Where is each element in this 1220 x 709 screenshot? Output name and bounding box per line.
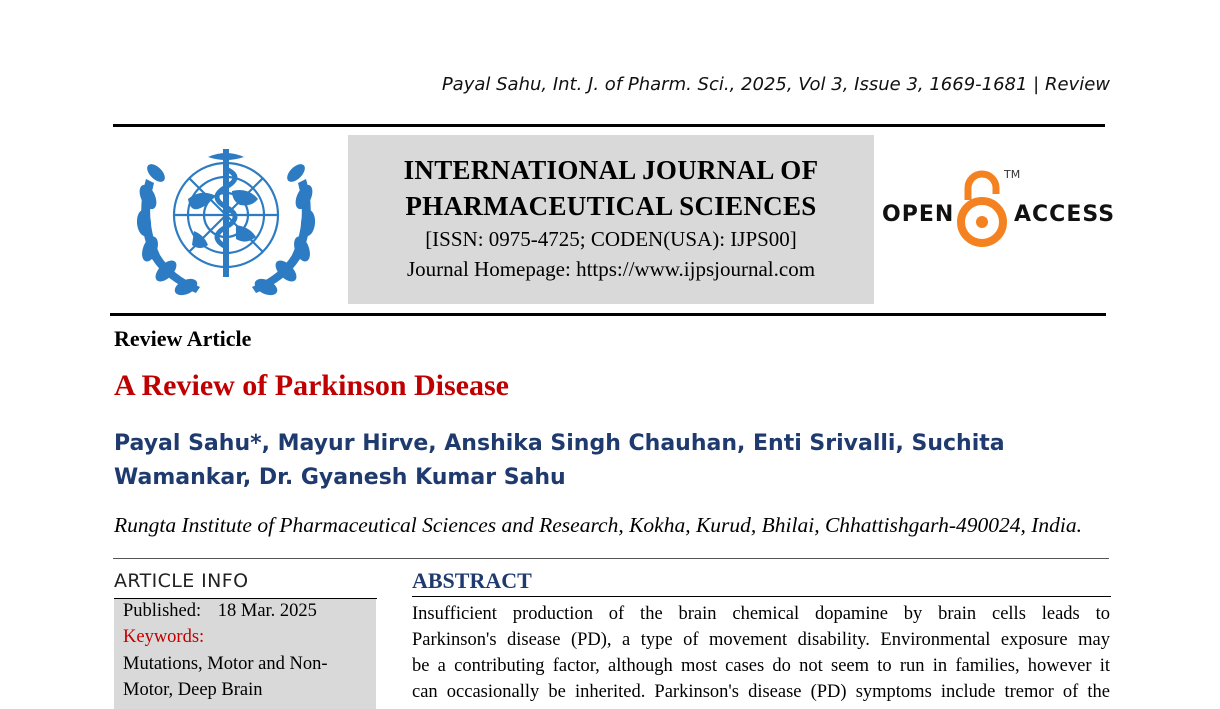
- article-info-heading: ARTICLE INFO: [114, 570, 249, 592]
- open-access-left-text: OPEN: [882, 202, 955, 227]
- published-date: 18 Mar. 2025: [217, 601, 317, 621]
- journal-masthead: [348, 135, 874, 304]
- abstract-body: [412, 601, 1110, 705]
- keywords-line-2: Motor, Deep Brain: [123, 680, 263, 700]
- abstract-line: can occasionally be inherited. Parkinson's disease (PD) symptoms include tremor of the: [412, 682, 1110, 702]
- published-label: Published:: [123, 601, 202, 621]
- published-row: [123, 601, 317, 622]
- running-head: Payal Sahu, Int. J. of Pharm. Sci., 2025, Vol 3, Issue 3, 1669-1681 | Review: [441, 74, 1110, 95]
- article-title: A Review of Parkinson Disease: [114, 369, 509, 402]
- open-access-logo: [880, 166, 1116, 250]
- journal-title-line1: INTERNATIONAL JOURNAL OF: [403, 155, 819, 185]
- header-bottom-rule: [110, 313, 1106, 316]
- abstract-line: Insufficient production of the brain chemical dopamine by brain cells leads to: [412, 604, 1110, 624]
- abstract-line: Parkinson's disease (PD), a type of movement disability. Environmental exposure may: [412, 630, 1110, 650]
- authors-line-2: Wamankar, Dr. Gyanesh Kumar Sahu: [114, 465, 566, 490]
- keywords-line-1: Mutations, Motor and Non-: [123, 654, 328, 674]
- journal-title-line2: PHARMACEUTICAL SCIENCES: [405, 191, 817, 221]
- journal-homepage: Journal Homepage: https://www.ijpsjournal.com: [406, 257, 816, 281]
- article-type: Review Article: [114, 326, 252, 351]
- journal-issn: [ISSN: 0975-4725; CODEN(USA): IJPS00]: [425, 227, 797, 251]
- keywords-label: Keywords:: [123, 627, 205, 647]
- who-emblem-logo: [128, 139, 324, 305]
- header-top-rule: [113, 124, 1105, 127]
- abstract-heading: ABSTRACT: [412, 568, 532, 593]
- trademark-mark: TM: [1004, 168, 1021, 181]
- padlock-icon: [954, 166, 1010, 250]
- open-access-right-text: ACCESS: [1014, 202, 1116, 227]
- abstract-line: be a contributing factor, although most cases do not seem to run in families, however it: [412, 656, 1110, 676]
- authors-line-1: Payal Sahu*, Mayur Hirve, Anshika Singh Chauhan, Enti Srivalli, Suchita: [114, 431, 1005, 456]
- section-divider: [113, 558, 1109, 559]
- article-info-box: [114, 599, 376, 709]
- affiliation: Rungta Institute of Pharmaceutical Sciences and Research, Kokha, Kurud, Bhilai, Chhattishgarh-490024, India.: [114, 513, 1082, 537]
- abstract-rule: [412, 596, 1111, 597]
- author-list: [114, 427, 1014, 495]
